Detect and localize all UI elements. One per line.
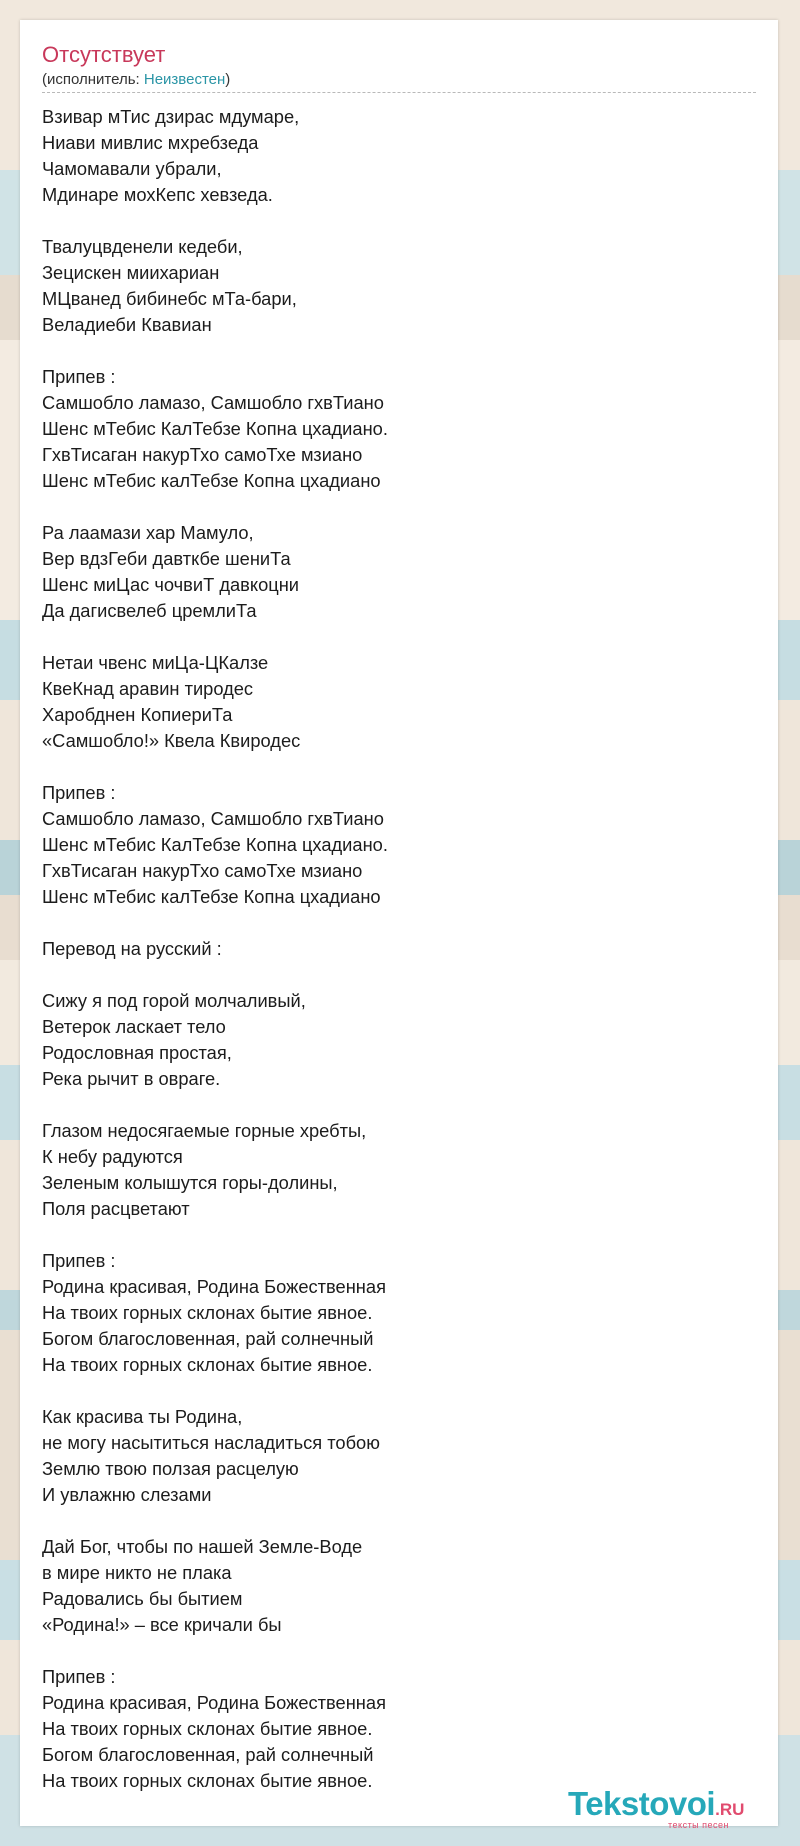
lyrics-line: На твоих горных склонах бытие явное. [42,1354,373,1375]
lyrics-line: Чамомавали убрали, [42,158,222,179]
lyrics-line: Шенс мТебис калТебзе Копна цхадиано [42,470,381,491]
lyrics-line: Река рычит в овраге. [42,1068,221,1089]
lyrics-line: Землю твою ползая расцелую [42,1458,299,1479]
lyrics-line: Нетаи чвенс миЦа-ЦКалзе [42,652,269,673]
lyrics-blank-line [42,338,742,364]
lyrics-line: КвеКнад аравин тиродес [42,678,254,699]
lyrics-line: Шенс мТебис калТебзе Копна цхадиано [42,886,381,907]
lyrics-line: Мдинаре мохКепс хевзеда. [42,184,273,205]
lyrics-line: Дай Бог, чтобы по нашей Земле-Воде [42,1536,363,1557]
artist-suffix: ) [225,71,231,88]
title-divider [42,92,756,93]
lyrics-line: Припев : [42,366,116,387]
lyrics-line: Поля расцветают [42,1198,190,1219]
lyrics-line: Сижу я под горой молчаливый, [42,990,306,1011]
logo-tagline: тексты песен [668,1820,730,1830]
lyrics-blank-line [42,754,742,780]
lyrics-line: Зецискен миихариан [42,262,220,283]
lyrics-line: Зеленым колышутся горы-долины, [42,1172,338,1193]
lyrics-line: Вер вдзГеби давткбе шениТа [42,548,291,569]
lyrics-blank-line [42,1378,742,1404]
lyrics-line: Припев : [42,1666,116,1687]
lyrics-line: Родословная простая, [42,1042,232,1063]
song-title: Отсутствует [42,42,166,67]
lyrics-line: Ниави мивлис мхребзеда [42,132,259,153]
lyrics-line: Самшобло ламазо, Самшобло гхвТиано [42,392,384,413]
lyrics-line: «Самшобло!» Квела Квиродес [42,730,301,751]
lyrics-card [20,20,778,1830]
lyrics-line: Харобднен КопиериТа [42,704,233,725]
lyrics-blank-line [42,494,742,520]
lyrics-line: Ра лаамази хар Мамуло, [42,522,254,543]
lyrics-line: На твоих горных склонах бытие явное. [42,1718,373,1739]
lyrics-line: Шенс мТебис КалТебзе Копна цхадиано. [42,418,388,439]
lyrics-line: Припев : [42,782,116,803]
lyrics-line: Радовались бы бытием [42,1588,243,1609]
lyrics-blank-line [42,1638,742,1664]
lyrics-line: Самшобло ламазо, Самшобло гхвТиано [42,808,384,829]
logo-wordmark: Tekstovoi [568,1785,716,1822]
lyrics-line: И увлажню слезами [42,1484,212,1505]
lyrics-line: Перевод на русский : [42,938,222,959]
lyrics-line: Взивар мТис дзирас мдумаре, [42,106,300,127]
lyrics-line: На твоих горных склонах бытие явное. [42,1770,373,1791]
artist-link[interactable]: Неизвестен [143,71,226,88]
lyrics-line: ГхвТисаган накурТхо самоТхе мзиано [42,444,363,465]
lyrics-line: Родина красивая, Родина Божественная [42,1276,386,1297]
lyrics-line: Богом благословенная, рай солнечный [42,1744,374,1765]
lyrics-blank-line [42,1508,742,1534]
lyrics-blank-line [42,1092,742,1118]
lyrics-line: Как красива ты Родина, [42,1406,243,1427]
lyrics-line: Родина красивая, Родина Божественная [42,1692,386,1713]
lyrics-blank-line [42,624,742,650]
lyrics-text [42,104,742,1794]
lyrics-blank-line [42,1222,742,1248]
lyrics-line: Припев : [42,1250,116,1271]
lyrics-line: Шенс миЦас чочвиТ давкоцни [42,574,300,595]
lyrics-line: Глазом недосягаемые горные хребты, [42,1120,367,1141]
lyrics-line: Ветерок ласкает тело [42,1016,226,1037]
lyrics-line: К небу радуются [42,1146,183,1167]
lyrics-line: не могу насытиться насладиться тобою [42,1432,380,1453]
lyrics-line: Твалуцвденели кедеби, [42,236,243,257]
lyrics-line: «Родина!» – все кричали бы [42,1614,282,1635]
lyrics-line: МЦванед бибинебс мТа-бари, [42,288,297,309]
lyrics-line: Веладиеби Квавиан [42,314,212,335]
lyrics-blank-line [42,962,742,988]
lyrics-blank-line [42,910,742,936]
lyrics-line: Богом благословенная, рай солнечный [42,1328,374,1349]
artist-line [42,71,230,88]
logo-domain-suffix: .RU [715,1800,745,1819]
lyrics-line: в мире никто не плака [42,1562,232,1583]
lyrics-line: На твоих горных склонах бытие явное. [42,1302,373,1323]
lyrics-line: ГхвТисаган накурТхо самоТхе мзиано [42,860,363,881]
site-logo[interactable] [568,1787,768,1831]
lyrics-blank-line [42,208,742,234]
artist-prefix: (исполнитель: [42,71,144,88]
lyrics-line: Шенс мТебис КалТебзе Копна цхадиано. [42,834,388,855]
lyrics-line: Да дагисвелеб цремлиТа [42,600,257,621]
